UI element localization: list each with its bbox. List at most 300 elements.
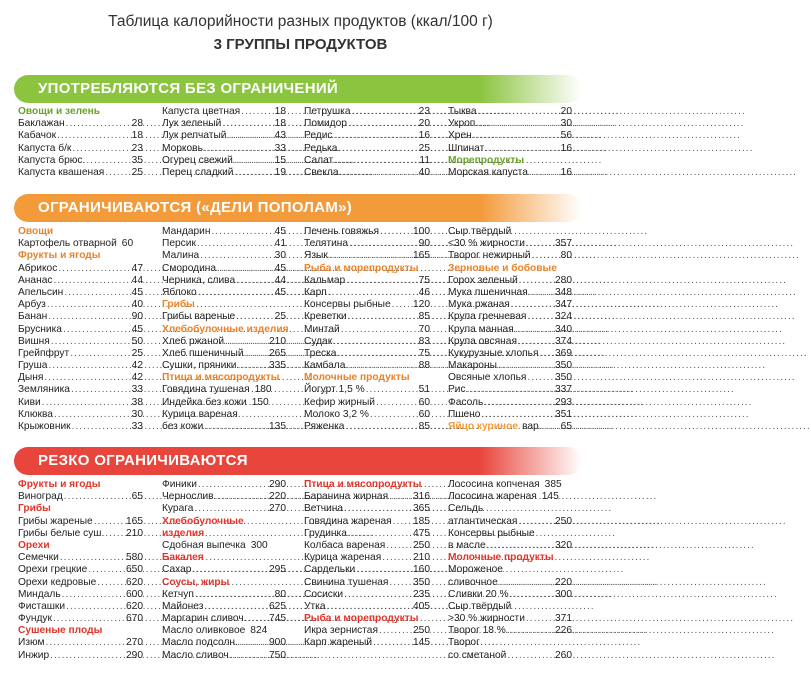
food-row (448, 421, 572, 433)
dot-leader (329, 250, 412, 262)
dot-leader (234, 155, 274, 167)
food-name: Вишня (18, 335, 50, 347)
food-row (448, 516, 572, 528)
food-name: Шпинат (448, 142, 485, 154)
dot-leader (204, 143, 274, 155)
calorie-value: 75 (418, 347, 430, 359)
category-header: Морепродукты (448, 154, 525, 166)
dot-leader (236, 311, 273, 323)
category-header: Сушеные плоды (18, 625, 103, 637)
section-2-column-3 (448, 479, 572, 662)
food-name: Виноград (18, 491, 63, 503)
dot-leader (481, 409, 554, 421)
calorie-value: 30 (131, 408, 143, 420)
food-name: Сельдь (448, 503, 484, 515)
food-row (304, 348, 430, 360)
food-row (162, 397, 286, 409)
food-row (18, 263, 143, 275)
calorie-value: 46 (418, 286, 430, 298)
calorie-value: 145 (413, 637, 430, 649)
food-name: Карп жареный (304, 637, 373, 649)
calorie-value: 300 (555, 588, 572, 600)
food-row (162, 311, 286, 323)
food-row (162, 637, 286, 649)
food-row (162, 503, 286, 515)
food-name: Яблоко (162, 286, 197, 298)
calorie-value: 369 (555, 347, 572, 359)
calorie-value: 900 (269, 637, 286, 649)
calorie-value: 11 (419, 154, 430, 166)
food-name: <30 % жирности (448, 238, 525, 250)
section-0-column-0 (18, 106, 143, 179)
dot-leader (334, 130, 418, 142)
dot-leader (194, 503, 268, 515)
food-name: Курага (162, 503, 194, 515)
food-row (162, 106, 286, 118)
section-1-column-2 (304, 226, 430, 433)
food-name: Хлеб ржаной (162, 335, 225, 347)
food-row (448, 143, 572, 155)
food-name: Миндаль (18, 588, 61, 600)
food-row (448, 613, 572, 625)
food-row (448, 564, 572, 576)
category-header: Птица и мясопродукты (162, 372, 280, 384)
food-name: Минтай (304, 323, 340, 335)
calorie-value: 210 (413, 552, 430, 564)
calorie-value: 350 (413, 576, 430, 588)
category-header: Рыба и морепродукты (304, 262, 419, 274)
food-name: Маргарин сливоч. (162, 613, 247, 625)
calorie-value: 33 (274, 142, 286, 154)
calorie-value: 40 (418, 166, 430, 178)
food-row (162, 130, 286, 142)
food-row (304, 625, 430, 637)
food-row (18, 552, 143, 564)
food-name: Свекла (304, 166, 339, 178)
calorie-value: 745 (269, 613, 286, 625)
food-name: Морковь (162, 142, 203, 154)
food-name: Редька (304, 142, 338, 154)
food-row (162, 238, 286, 250)
dot-leader (507, 625, 554, 637)
dot-leader (484, 397, 554, 409)
food-row (18, 397, 143, 409)
dot-leader (344, 503, 412, 515)
food-name: Макароны (448, 360, 497, 372)
food-row (18, 577, 143, 589)
category-header: Зерновые и бобовые (448, 262, 557, 274)
calorie-value: 165 (126, 515, 143, 527)
food-name: Баранина жирная (304, 491, 389, 503)
calorie-value: 340 (555, 323, 572, 335)
calorie-value: 316 (413, 491, 430, 503)
dot-leader (236, 275, 274, 287)
food-row (162, 155, 286, 167)
food-name: атлантическая (448, 515, 518, 527)
calorie-value: 350 (555, 360, 572, 372)
dot-leader (510, 589, 554, 601)
dot-leader (66, 601, 125, 613)
dot-leader (51, 336, 131, 348)
calorie-value: 42 (131, 372, 143, 384)
calorie-value: 16 (560, 142, 572, 154)
section-2-column-0 (18, 479, 143, 662)
dot-leader (64, 491, 131, 503)
dot-leader (340, 167, 418, 179)
food-name: Говядина тушеная (162, 384, 250, 396)
food-row (448, 528, 572, 540)
category-header: Овощи и зелень (18, 106, 101, 117)
food-row (18, 637, 143, 649)
dot-leader (346, 275, 417, 287)
food-name: Петрушка (304, 106, 351, 117)
food-row (18, 311, 143, 323)
food-name: Кальмар (304, 274, 346, 286)
food-name: Лук репчатый (162, 130, 227, 142)
food-name: Малина (162, 250, 200, 262)
dot-leader (50, 650, 125, 662)
food-name: Курица вареная (162, 408, 238, 420)
calorie-value: 475 (413, 527, 430, 539)
dot-leader (499, 577, 554, 589)
calorie-value: 210 (126, 527, 143, 539)
calorie-value: 25 (274, 311, 286, 323)
food-name: >30 % жирности (448, 613, 525, 625)
food-row (304, 528, 430, 540)
food-name: Рис (448, 384, 466, 396)
calorie-value: 90 (131, 311, 143, 323)
food-row (18, 650, 143, 662)
food-name: Смородина (162, 262, 217, 274)
food-row (448, 625, 572, 637)
food-row (448, 577, 572, 589)
dot-leader (392, 299, 412, 311)
dot-leader (526, 613, 554, 625)
calorie-value: 165 (413, 250, 430, 262)
food-row (304, 299, 430, 311)
food-name: Укроп (448, 118, 476, 130)
food-row (304, 275, 430, 287)
food-name: Ветчина (304, 503, 344, 515)
food-name: Хлеб пшеничный (162, 347, 244, 359)
food-name: Молоко 3,2 % (304, 408, 369, 420)
food-name: Консервы рыбные (448, 527, 535, 539)
category-header: Овощи (18, 226, 54, 237)
calorie-value: 25 (131, 166, 143, 178)
food-row (304, 167, 430, 179)
food-name: Фундук (18, 613, 52, 625)
dot-leader (382, 552, 412, 564)
food-name: Сдобная выпечка (162, 539, 246, 551)
dot-leader (356, 564, 412, 576)
dot-leader (72, 421, 131, 433)
food-row (304, 589, 430, 601)
food-name: Киви (18, 396, 41, 408)
food-row (18, 516, 143, 528)
category-header: Хлебобулочные изделия (162, 323, 289, 335)
calorie-value: 220 (269, 491, 286, 503)
food-row (448, 601, 572, 613)
food-row (162, 540, 286, 552)
food-row (162, 275, 286, 287)
dot-leader (227, 130, 273, 142)
food-row (162, 384, 286, 396)
food-name: Сливки 20 % (448, 588, 509, 600)
food-row (162, 287, 286, 299)
food-row (448, 238, 572, 250)
dot-leader (527, 311, 554, 323)
dot-leader (94, 516, 125, 528)
food-row (18, 589, 143, 601)
calorie-value: 295 (269, 564, 286, 576)
calorie-value: 250 (413, 539, 430, 551)
section-0-column-1 (162, 106, 286, 179)
food-row (304, 409, 430, 421)
food-name: Мука ржаная (448, 299, 510, 311)
dot-leader (485, 143, 559, 155)
food-row (448, 287, 572, 299)
food-name: Язык (304, 250, 328, 262)
dot-leader (341, 324, 418, 336)
food-name: Клюква (18, 408, 53, 420)
food-name: Кетчуп (162, 588, 194, 600)
calorie-value: 23 (418, 106, 430, 117)
food-row (18, 336, 143, 348)
food-name: Крупа манная (448, 323, 514, 335)
dot-leader (515, 324, 554, 336)
dot-leader (389, 491, 412, 503)
dot-leader (507, 650, 554, 662)
dot-leader (217, 263, 274, 275)
calorie-value: 265 (269, 347, 286, 359)
calorie-value: 45 (131, 323, 143, 335)
food-row (448, 384, 572, 396)
dot-leader (233, 650, 268, 662)
calorie-value: 120 (413, 299, 430, 311)
dot-leader (195, 589, 274, 601)
food-row (304, 155, 430, 167)
food-name: Сардельки (304, 564, 356, 576)
food-row (162, 118, 286, 130)
calorie-value: 260 (555, 649, 572, 661)
calorie-value: 20 (560, 106, 572, 117)
dot-leader (370, 409, 418, 421)
dot-leader (198, 479, 268, 491)
food-name: Помидор (304, 118, 347, 130)
dot-leader (222, 118, 273, 130)
food-row (162, 564, 286, 576)
food-name: Капуста брюс. (18, 154, 86, 166)
calorie-value: 70 (418, 323, 430, 335)
food-name: Лососина копченая (448, 479, 540, 490)
category-header: Бакалея (162, 552, 204, 564)
calorie-value: 80 (274, 588, 286, 600)
calorie-value: 20 (418, 118, 430, 130)
calorie-value: 18 (131, 130, 143, 142)
dot-leader (239, 637, 268, 649)
calorie-value: 40 (131, 299, 143, 311)
calorie-value: 100 (413, 226, 430, 237)
food-name: Кефир жирный (304, 396, 375, 408)
calorie-value: 337 (555, 384, 572, 396)
food-name: Брусника (18, 323, 62, 335)
food-name: Хрен (448, 130, 472, 142)
calorie-value: 351 (555, 408, 572, 420)
category-header: Птица и мясопродукты (304, 479, 422, 490)
food-name: Сосиски (304, 588, 344, 600)
calorie-value: 83 (418, 335, 430, 347)
category-header: Грибы (18, 503, 51, 515)
food-name: Баклажан (18, 118, 65, 130)
calorie-value: 38 (131, 396, 143, 408)
food-row (304, 250, 430, 262)
dot-leader (334, 155, 418, 167)
dot-leader (532, 250, 560, 262)
dot-leader (241, 106, 273, 118)
section-2-column-2 (304, 479, 430, 650)
calorie-value: 43 (274, 130, 286, 142)
dot-leader (478, 106, 560, 118)
section-0-column-2 (304, 106, 430, 179)
calorie-value: 250 (555, 515, 572, 527)
food-name: Банан (18, 311, 48, 323)
food-row (448, 637, 572, 649)
food-row (304, 540, 430, 552)
food-row (18, 118, 143, 130)
calorie-value: 324 (555, 311, 572, 323)
calorie-value: 371 (555, 613, 572, 625)
dot-leader (386, 540, 412, 552)
food-name: Ряженка (304, 421, 345, 432)
dot-leader (527, 372, 554, 384)
food-name: Йогурт 1,5 % (304, 384, 365, 396)
food-row (162, 263, 286, 275)
food-row (304, 601, 430, 613)
food-name: Перец сладкий (162, 166, 234, 178)
food-name: Семечки (18, 552, 59, 564)
food-name: Грибы жареные (18, 515, 93, 527)
dot-leader (192, 564, 268, 576)
food-name: Фисташки (18, 600, 66, 612)
calorie-value: 385 (544, 479, 562, 490)
food-name: Свинина тушеная (304, 576, 389, 588)
food-row (18, 275, 143, 287)
calorie-value: 300 (250, 539, 268, 551)
dot-leader (44, 372, 130, 384)
dot-leader (57, 130, 131, 142)
dot-leader (348, 528, 412, 540)
food-row (18, 528, 143, 540)
dot-leader (62, 589, 125, 601)
food-name: Картофель отварной (18, 238, 117, 250)
food-name: Арбуз (18, 299, 46, 311)
food-row (162, 479, 286, 491)
food-row (18, 491, 143, 503)
food-name: Апельсин (18, 286, 64, 298)
calorie-value: 18 (274, 106, 286, 117)
calorie-value: 350 (555, 372, 572, 384)
dot-leader (349, 238, 418, 250)
food-row (304, 143, 430, 155)
calorie-value: 625 (269, 600, 286, 612)
calorie-value: 47 (131, 262, 143, 274)
food-name: Овсяные хлопья (448, 372, 527, 384)
calorie-value: 51 (418, 384, 430, 396)
food-row (448, 311, 572, 323)
calorie-value: 25 (418, 142, 430, 154)
calorie-value: 600 (126, 588, 143, 600)
food-row (162, 167, 286, 179)
calorie-value: 180 (254, 384, 272, 396)
calorie-value: 670 (126, 613, 143, 625)
dot-leader (473, 130, 560, 142)
dot-leader (200, 250, 273, 262)
dot-leader (71, 384, 131, 396)
section-0-column-3 (448, 106, 572, 179)
dot-leader (60, 552, 125, 564)
food-name: Икра зернистая (304, 625, 378, 637)
food-name: Ананас (18, 274, 53, 286)
calorie-value: 580 (126, 552, 143, 564)
food-name: Говядина жареная (304, 515, 392, 527)
dot-leader (97, 577, 125, 589)
calorie-value: 226 (555, 625, 572, 637)
calorie-value: 44 (274, 274, 286, 286)
section-banner-limited: ОГРАНИЧИВАЮТСЯ («ДЕЛИ ПОПОЛАМ») (14, 194, 582, 222)
food-row (304, 491, 430, 503)
food-name: со сметаной (448, 649, 507, 661)
food-row (18, 564, 143, 576)
dot-leader (204, 421, 268, 433)
dot-leader (64, 287, 130, 299)
food-name: Индейка без кожи (162, 396, 247, 408)
section-1-column-0 (18, 226, 143, 433)
calorie-value: 85 (418, 311, 430, 323)
dot-leader (48, 360, 130, 372)
calorie-value: 250 (413, 625, 430, 637)
dot-leader (348, 311, 418, 323)
food-row (304, 336, 430, 348)
food-row (448, 503, 572, 515)
calorie-value: 235 (413, 588, 430, 600)
food-name: Мороженое (448, 564, 503, 576)
food-row (448, 589, 572, 601)
food-name: Орехи кедровые (18, 576, 97, 588)
dot-leader (237, 360, 268, 372)
dot-leader (344, 589, 412, 601)
food-name: Крупа овсяная (448, 335, 517, 347)
category-header: Яйцо куриное (448, 421, 519, 432)
calorie-value: 347 (555, 299, 572, 311)
dot-leader (245, 348, 268, 360)
dot-leader (393, 516, 412, 528)
food-row (304, 397, 430, 409)
food-row (304, 324, 430, 336)
dot-leader (511, 299, 554, 311)
food-row (304, 130, 430, 142)
food-row (304, 311, 430, 323)
food-row (448, 336, 572, 348)
food-name: вар. (522, 421, 542, 432)
food-row (304, 360, 430, 372)
food-row (448, 275, 572, 287)
calorie-value: 220 (555, 576, 572, 588)
dot-leader (58, 263, 130, 275)
calorie-value: 357 (555, 238, 572, 250)
category-header: Фрукты и ягоды (18, 250, 101, 262)
food-row (448, 348, 572, 360)
calorie-value: 85 (418, 421, 430, 432)
